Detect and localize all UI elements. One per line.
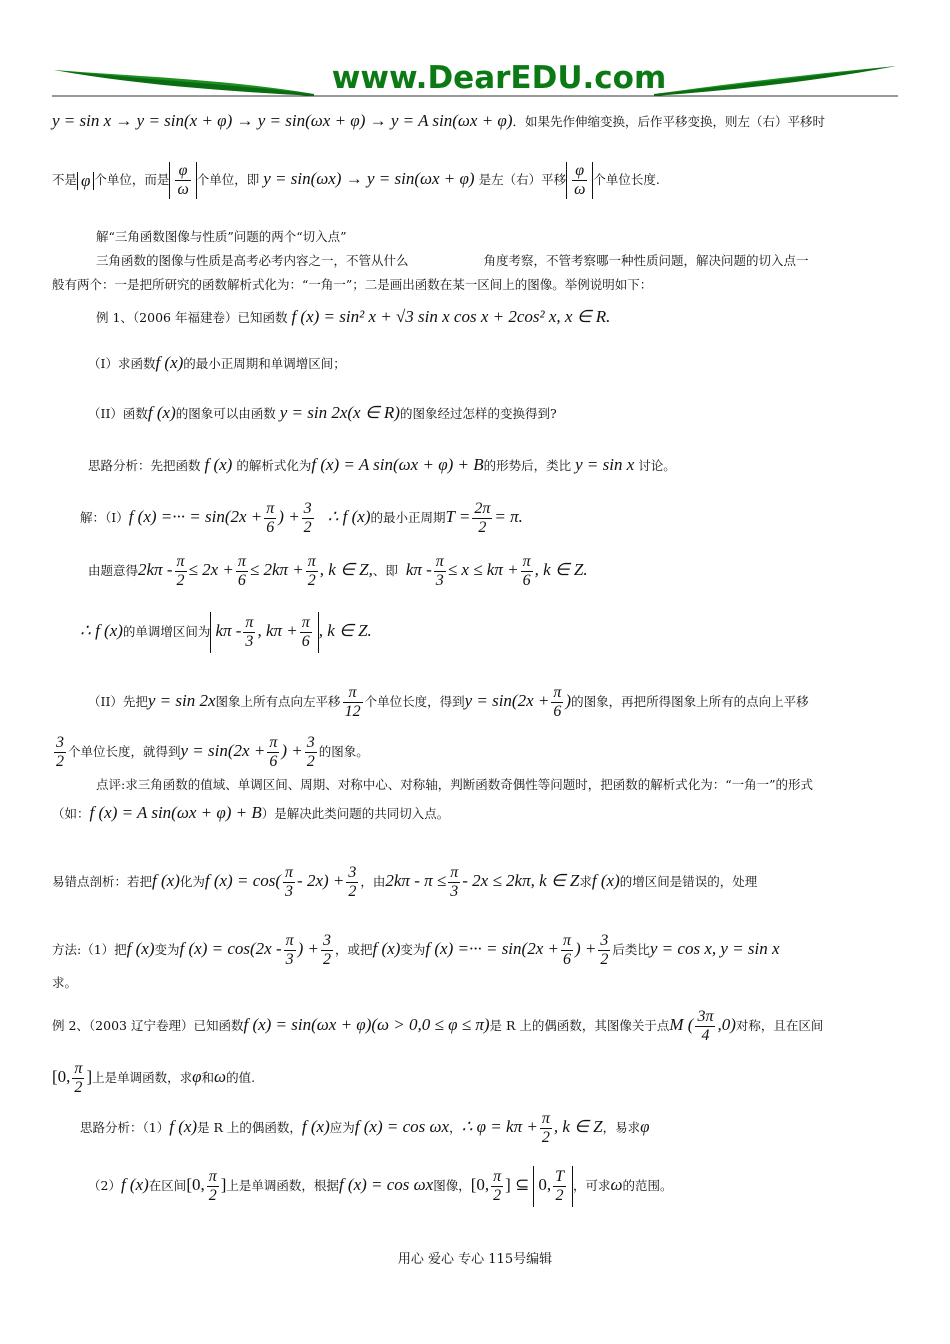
comment-line	[52, 804, 902, 823]
text: 对称，且在区间	[735, 1018, 824, 1033]
text: 是 R 上的偶函数，	[197, 1120, 302, 1135]
math: ∴ f (x)	[327, 507, 371, 526]
math: f (x) = A sin(ωx + φ) + B	[89, 803, 262, 822]
math: y = sin x	[575, 455, 635, 474]
text: ，或把	[335, 942, 373, 957]
text: 个单位长度，就得到	[68, 744, 181, 759]
fraction: $\frac{3}{2}$	[306, 734, 315, 770]
text: 图像，	[433, 1178, 471, 1193]
math: ,0)	[717, 1015, 736, 1034]
math: f (x)	[152, 871, 180, 890]
math: kπ -	[405, 560, 432, 579]
text: （I）求函数	[88, 356, 156, 371]
fraction: $\frac{\pi}{2}$	[74, 1060, 83, 1096]
text: 在区间	[148, 1178, 187, 1193]
math: y = sin x → y = sin(x + φ) → y = sin(ωx + φ) → y = A sin(ωx + φ)	[52, 111, 513, 130]
math: 2kπ -	[138, 560, 173, 579]
example-2-statement	[52, 1008, 902, 1045]
text: 不是	[52, 172, 78, 187]
fraction: $\frac{\pi}{2}$	[493, 1168, 502, 1204]
text: 的单调增区间为	[122, 624, 211, 639]
paragraph-line: 三角函数的图像与性质是高考必考内容之一，不管从什么 角度考察，不管考察哪一种性质问题，解决问题的切入点一	[96, 253, 809, 268]
question-2	[88, 404, 938, 423]
text: ）是解决此类问题的共同切入点。	[261, 806, 450, 821]
math: ) +	[278, 507, 300, 526]
math: - 2x ≤ 2kπ, k ∈ Z	[462, 871, 580, 890]
solution-line	[80, 612, 930, 653]
math: , k ∈ Z	[553, 1117, 603, 1136]
text: 由题意得	[88, 563, 139, 578]
math: ≤ x ≤ kπ +	[447, 560, 519, 579]
math: φ	[640, 1117, 650, 1136]
bracket-interval: kπ - $\frac{\pi}{3}$ , kπ + $\frac{\pi}{6}$	[210, 612, 318, 653]
text: 化为	[179, 874, 205, 889]
math: T =	[445, 507, 471, 526]
section-heading: 解“三角函数图像与性质”问题的两个“切入点”	[96, 229, 347, 244]
bracket-interval: 0, $\frac{T}{2}$	[533, 1166, 573, 1207]
math: ) +	[297, 939, 320, 958]
fraction: $\frac{3}{2}$	[323, 932, 332, 968]
math: ≤ 2x +	[188, 560, 234, 579]
text: ，易求	[602, 1120, 641, 1135]
text: （2）	[88, 1178, 121, 1193]
abs-fraction: $\frac{\varphi}{\omega}$	[566, 162, 593, 199]
text: 思路分析：（1）	[80, 1120, 170, 1135]
math: ∴ φ = kπ +	[461, 1117, 538, 1136]
math: , k ∈ Z,	[319, 560, 373, 579]
text: 图象上所有点向左平移	[215, 694, 341, 709]
paragraph-line: 般有两个：一是把所研究的函数解析式化为：“一角一”；二是画出函数在某一区间上的图像。举例说明如下：	[52, 277, 653, 292]
text: ．如果先作伸缩变换，后作平移变换，则左（右）平移时	[512, 114, 825, 129]
text: （如：	[52, 806, 90, 821]
fraction: $\frac{\pi}{3}$	[285, 932, 294, 968]
text: 、即	[372, 563, 398, 578]
math: M (	[669, 1015, 694, 1034]
math: f (x)	[120, 1175, 149, 1194]
thinking-analysis	[80, 1110, 930, 1147]
math: y = cos x, y = sin x	[649, 939, 780, 958]
fraction: $\frac{3}{2}$	[56, 734, 64, 770]
fraction: $\frac{\pi}{3}$	[435, 553, 444, 589]
text: 的图象经过怎样的变换得到?	[399, 406, 557, 421]
math: f (x) = cos(2x -	[179, 939, 282, 958]
text: 的增区间是错误的，处理	[619, 874, 758, 889]
solution-line	[88, 684, 938, 721]
site-header	[52, 58, 898, 102]
math: f (x)	[591, 871, 620, 890]
math: ]	[220, 1175, 227, 1194]
abs-phi: φ	[77, 172, 94, 190]
example-1-statement	[96, 308, 946, 327]
thinking-analysis	[88, 1166, 938, 1207]
text: 的最小正周期	[370, 510, 446, 525]
abs-fraction: $\frac{\varphi}{\omega}$	[169, 162, 196, 199]
text: 是 R 上的偶函数，其图像关于点	[489, 1018, 670, 1033]
fraction: $\frac{\pi}{6}$	[553, 684, 562, 720]
text: 讨论。	[638, 458, 676, 473]
math: f (x)	[372, 939, 401, 958]
solution-line	[52, 734, 902, 771]
text: 后类比	[612, 942, 650, 957]
math: y = sin(2x +	[464, 691, 550, 710]
fraction: $\frac{\pi}{3}$	[285, 864, 294, 900]
math: f (x) = A sin(ωx + φ) + B	[311, 455, 484, 474]
math: = π.	[494, 507, 523, 526]
math: f (x) = sin(ωx + φ)(ω > 0,0 ≤ φ ≤ π)	[243, 1015, 490, 1034]
math: [0,	[470, 1175, 490, 1194]
error-analysis-line: 求。	[52, 975, 78, 990]
math: y = sin 2x(x ∈ R)	[279, 403, 400, 422]
text: 的值.	[226, 1070, 256, 1085]
example-2-statement	[52, 1060, 902, 1097]
text: 的最小正周期和单调增区间；	[183, 356, 346, 371]
fraction: $\frac{3}{2}$	[348, 864, 357, 900]
math: f (x)	[301, 1117, 330, 1136]
math: ) +	[281, 741, 303, 760]
math: f (x)	[126, 939, 155, 958]
math: ω	[610, 1175, 623, 1194]
text: （II）先把	[88, 694, 148, 709]
text: 个单位，而是	[94, 172, 170, 187]
math: ) +	[574, 939, 597, 958]
text: 上是单调函数，求	[92, 1070, 193, 1085]
math: ] ⊆	[505, 1175, 530, 1194]
math: f (x) = cos ωx	[354, 1117, 450, 1136]
text: 的范围。	[622, 1178, 673, 1193]
text-line	[52, 162, 902, 199]
fraction: $\frac{3\pi}{4}$	[697, 1008, 714, 1044]
thinking-analysis	[88, 456, 938, 475]
solution-line	[80, 500, 930, 537]
math: f (x) = cos ωx	[338, 1175, 434, 1194]
text: 易错点剖析：若把	[52, 874, 153, 889]
math: f (x) =··· = sin(2x +	[128, 507, 263, 526]
math: ∴ f (x)	[80, 621, 123, 640]
text: 应为	[329, 1120, 355, 1135]
fraction: $\frac{\pi}{6}$	[562, 932, 571, 968]
fraction: $\frac{\pi}{6}$	[269, 734, 278, 770]
fraction: $\frac{2\pi}{2}$	[474, 500, 491, 536]
text: 解：（I）	[80, 510, 129, 525]
fraction: $\frac{3}{2}$	[303, 500, 312, 536]
math: ω	[214, 1067, 227, 1086]
math: , k ∈ Z.	[318, 621, 372, 640]
text: 的解析式化为	[236, 458, 312, 473]
math: f (x) = cos(	[204, 871, 282, 890]
math: [0,	[186, 1175, 205, 1194]
fraction: $\frac{\pi}{2}$	[176, 553, 185, 589]
math: f (x)	[169, 1117, 198, 1136]
text: （II）函数	[88, 406, 148, 421]
fraction: $\frac{\pi}{2}$	[541, 1110, 550, 1146]
text: 求	[579, 874, 592, 889]
math: f (x) =··· = sin(2x +	[425, 939, 559, 958]
fraction: $\frac{3}{2}$	[600, 932, 609, 968]
text: 例 1、（2006 年福建卷）已知函数	[96, 310, 288, 325]
fraction: $\frac{\pi}{2}$	[307, 553, 316, 589]
text: 个单位长度.	[593, 172, 660, 187]
math: [0,	[52, 1067, 71, 1086]
page-footer: 用心 爱心 专心 115号编辑	[397, 1252, 553, 1267]
math: y = sin(2x +	[180, 741, 266, 760]
text: 变为	[154, 942, 180, 957]
math: 2kπ - π ≤	[385, 871, 447, 890]
text: ，	[449, 1120, 462, 1135]
fraction: $\frac{\pi}{6}$	[266, 500, 275, 536]
math: f (x) = sin² x + √3 sin x cos x + 2cos² x, x ∈ R.	[291, 307, 611, 326]
math: , k ∈ Z.	[534, 560, 588, 579]
text: 的图象。	[318, 744, 369, 759]
math: f (x)	[155, 353, 184, 372]
text: 的图象，再把所得图象上所有的点向上平移	[571, 694, 809, 709]
math: y = sin 2x	[147, 691, 216, 710]
error-analysis-line	[52, 932, 902, 969]
fraction: $\frac{\pi}{6}$	[522, 553, 531, 589]
math: ≤ 2kπ +	[249, 560, 304, 579]
fraction: $\frac{\pi}{2}$	[208, 1168, 217, 1204]
question-1	[88, 354, 938, 373]
text: 上是单调函数，根据	[226, 1178, 339, 1193]
math: φ	[192, 1067, 202, 1086]
math: - 2x) +	[297, 871, 345, 890]
text: 和	[201, 1070, 215, 1085]
fraction: $\frac{\pi}{12}$	[344, 684, 361, 720]
site-logo: www.DearEDU.com	[331, 60, 667, 96]
text: 个单位，即	[196, 172, 260, 187]
text: 变为	[400, 942, 426, 957]
math: f (x)	[204, 455, 233, 474]
text: 例 2、（2003 辽宁卷理）已知函数	[52, 1018, 244, 1033]
comment-line: 点评:求三角函数的值域、单调区间、周期、对称中心、对称轴，判断函数奇偶性等问题时，把函数的解析式化为：“一角一”的形式	[96, 777, 813, 792]
fraction: $\frac{\pi}{6}$	[237, 553, 246, 589]
text: 的图象可以由函数	[175, 406, 276, 421]
text: ，可求	[572, 1178, 611, 1193]
solution-line	[88, 553, 938, 590]
text: 思路分析：先把函数	[88, 458, 201, 473]
text: ，由	[360, 874, 386, 889]
error-analysis-line	[52, 864, 902, 901]
text: 个单位长度，得到	[364, 694, 465, 709]
fraction: $\frac{\pi}{3}$	[450, 864, 459, 900]
text: 的形势后，类比	[483, 458, 572, 473]
math: f (x)	[147, 403, 176, 422]
math: ]	[86, 1067, 93, 1086]
math: y = sin(ωx) → y = sin(ωx + φ)	[263, 169, 475, 188]
text-line	[52, 112, 902, 131]
text: 方法:（1）把	[52, 942, 127, 957]
text: 是左（右）平移	[478, 172, 567, 187]
math: )	[565, 691, 572, 710]
